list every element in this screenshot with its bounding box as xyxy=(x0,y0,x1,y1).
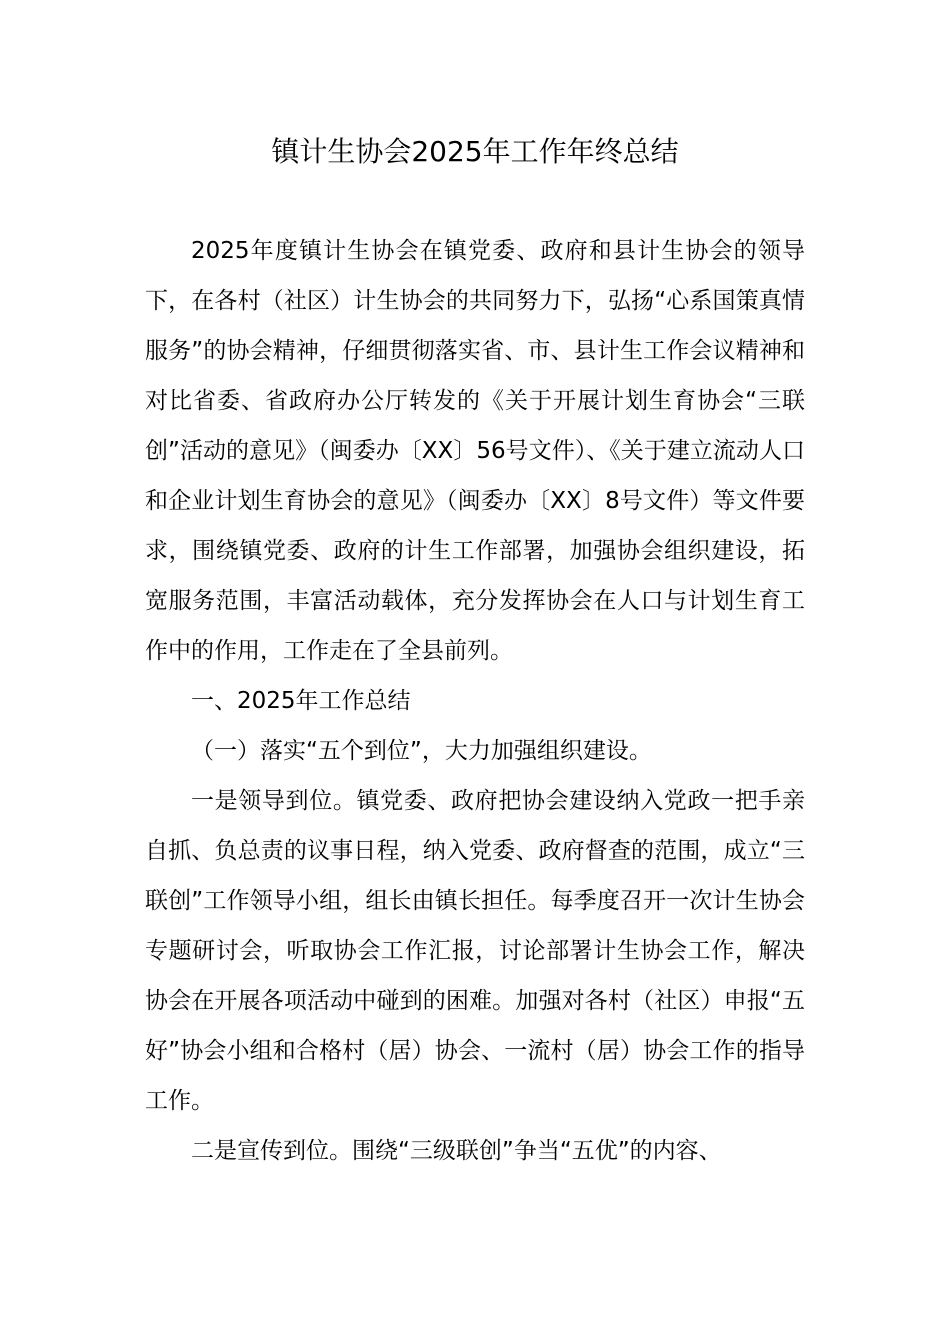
section-heading-1: 一、2025年工作总结 xyxy=(191,688,411,714)
paragraph-publicity: 二是宣传到位。围绕“三级联创”争当“五优”的内容、 xyxy=(191,1138,722,1164)
paragraph-intro: 2025年度镇计生协会在镇党委、政府和县计生协会的领导下，在各村（社区）计生协会的共同努力下，弘扬“心系国策真情服务”的协会精神，仔细贯彻落实省、市、县计生工作会议精神和对比省委、省政府办公厅转发的《关于开展计划生育协会“三联创”活动的意见》（闽委办〔XX〕56号文件）、《关于建立流动人口和企业计划生育协会的意见》（闽委办〔XX〕8号文件）等文件要求，围绕镇党委、政府的计生工作部署，加强协会组织建设，拓宽服务范围，丰富活动载体，充分发挥协会在人口与计划生育工作中的作用，工作走在了全县前列。 xyxy=(145,238,805,664)
subsection-heading-1: （一）落实“五个到位”，大力加强组织建设。 xyxy=(191,738,652,764)
document-body xyxy=(145,226,805,1176)
paragraph-leadership: 一是领导到位。镇党委、政府把协会建设纳入党政一把手亲自抓、负总责的议事日程，纳入党委、政府督查的范围，成立“三联创”工作领导小组，组长由镇长担任。每季度召开一次计生协会专题研讨会，听取协会工作汇报，讨论部署计生协会工作，解决协会在开展各项活动中碰到的困难。加强对各村（社区）申报“五好”协会小组和合格村（居）协会、一流村（居）协会工作的指导工作。 xyxy=(145,788,805,1114)
document-title: 镇计生协会2025年工作年终总结 xyxy=(271,135,679,168)
